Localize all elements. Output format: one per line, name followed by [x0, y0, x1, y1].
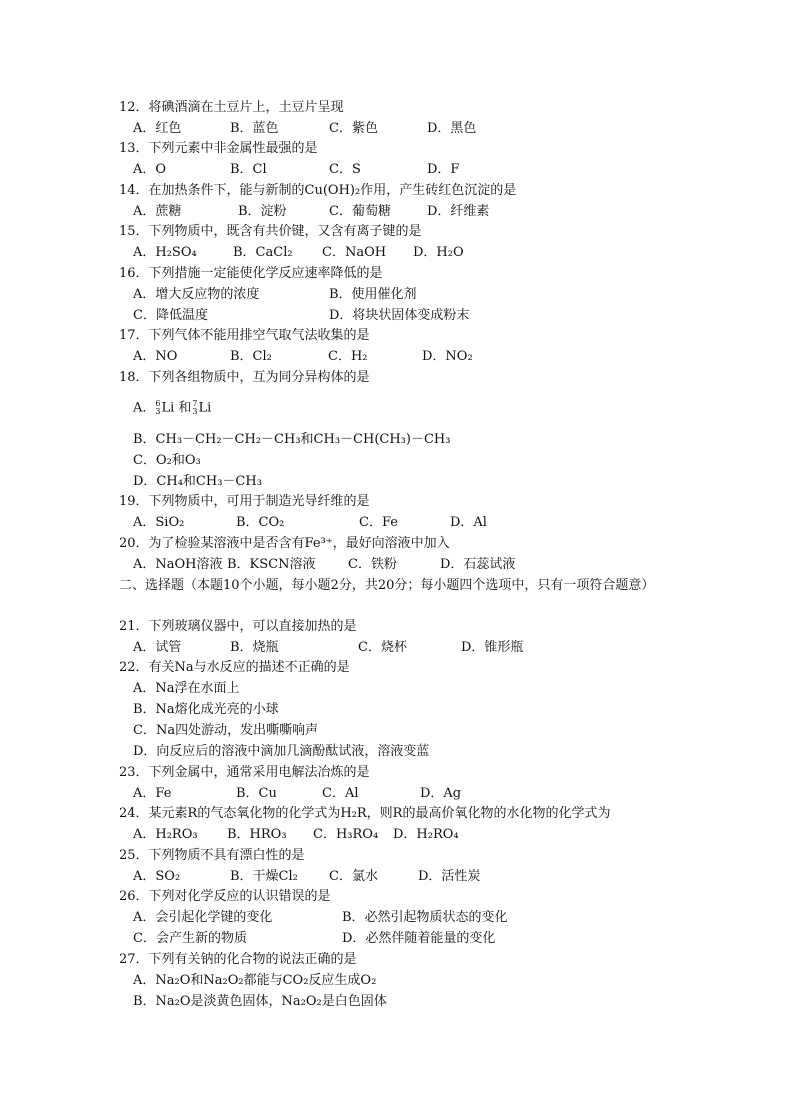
q21-option-d: D．锥形瓶 — [461, 640, 524, 655]
li7-mass-number: 7 — [192, 399, 198, 408]
q25-option-b: B．干燥Cl₂ — [230, 869, 298, 884]
q26-option-d: D．必然伴随着能量的变化 — [342, 931, 496, 946]
li6-symbol-and: Li 和 — [161, 400, 192, 416]
q22-option-b: B．Na熔化成光亮的小球 — [133, 702, 279, 717]
q22-option-a: A．Na浮在水面上 — [133, 681, 240, 696]
q25-option-d: D．活性炭 — [418, 869, 481, 884]
q14-option-a: A．蔗糖 — [133, 204, 182, 219]
q19-option-d: D．Al — [450, 515, 487, 530]
q12-option-a: A．红色 — [133, 121, 182, 136]
q16-option-c: C．降低温度 — [133, 308, 208, 323]
isotope-li7-nuclide — [192, 400, 197, 416]
q23-option-b: B．Cu — [236, 786, 277, 801]
q20-option-a: A．NaOH溶液 — [133, 557, 223, 572]
q23-option-a: A．Fe — [133, 786, 172, 801]
q25-option-c: C．氯水 — [329, 869, 378, 884]
question-12-stem: 12．将碘酒滴在土豆片上，土豆片呈现 — [119, 100, 344, 115]
question-13-stem: 13．下列元素中非金属性最强的是 — [119, 141, 318, 156]
q27-option-a: A．Na₂O和Na₂O₂都能与CO₂反应生成O₂ — [133, 973, 377, 988]
q13-option-d: D．F — [427, 162, 460, 177]
question-23-stem: 23．下列金属中，通常采用电解法冶炼的是 — [119, 765, 370, 780]
q20-option-d: D．石蕊试液 — [440, 557, 516, 572]
q21-option-b: B．烧瓶 — [230, 640, 279, 655]
q24-option-c: C．H₃RO₄ — [313, 827, 379, 842]
q26-option-b: B．必然引起物质状态的变化 — [342, 910, 508, 925]
q23-option-d: D．Ag — [420, 786, 462, 801]
q23-option-c: C．Al — [322, 786, 359, 801]
q19-option-b: B．CO₂ — [236, 515, 285, 530]
q21-option-c: C．烧杯 — [358, 640, 407, 655]
q18-option-c: C．O₂和O₃ — [133, 453, 201, 468]
q13-option-a: A．O — [133, 162, 167, 177]
q18-option-d: D．CH₄和CH₃－CH₃ — [133, 474, 262, 489]
q13-option-c: C．S — [329, 162, 361, 177]
question-16-stem: 16．下列措施一定能使化学反应速率降低的是 — [119, 266, 383, 281]
q22-option-c: C．Na四处游动，发出嘶嘶响声 — [133, 723, 319, 738]
q12-option-b: B．蓝色 — [230, 121, 279, 136]
question-18-stem: 18．下列各组物质中，互为同分异构体的是 — [119, 370, 370, 385]
q14-option-d: D．纤维素 — [427, 204, 490, 219]
question-26-stem: 26．下列对化学反应的认识错误的是 — [119, 889, 331, 904]
q25-option-a: A．SO₂ — [133, 869, 181, 884]
q16-option-a: A．增大反应物的浓度 — [133, 287, 260, 302]
question-19-stem: 19．下列物质中，可用于制造光导纤维的是 — [119, 494, 370, 509]
q22-option-d: D．向反应后的溶液中滴加几滴酚酞试液，溶液变蓝 — [133, 744, 430, 759]
question-22-stem: 22．有关Na与水反应的描述不正确的是 — [119, 660, 350, 675]
q24-option-b: B．HRO₃ — [227, 827, 287, 842]
q19-option-c: C．Fe — [359, 515, 398, 530]
q15-option-a: A．H₂SO₄ — [133, 245, 197, 260]
q18-option-a — [133, 400, 211, 417]
q24-option-a: A．H₂RO₃ — [133, 827, 198, 842]
q17-option-c: C．H₂ — [328, 349, 368, 364]
q27-option-b: B．Na₂O是淡黄色固体，Na₂O₂是白色固体 — [133, 994, 387, 1009]
isotope-li6-nuclide — [155, 400, 160, 416]
q14-option-b: B．淀粉 — [238, 204, 287, 219]
question-27-stem: 27．下列有关钠的化合物的说法正确的是 — [119, 952, 357, 967]
q15-option-c: C．NaOH — [322, 245, 387, 260]
q20-option-b: B．KSCN溶液 — [227, 557, 316, 572]
question-15-stem: 15．下列物质中，既含有共价键，又含有离子键的是 — [119, 224, 422, 239]
q12-option-c: C．紫色 — [329, 121, 378, 136]
q18-option-a-label: A． — [133, 400, 156, 416]
q14-option-c: C．葡萄糖 — [329, 204, 391, 219]
li7-atomic-number: 3 — [192, 407, 198, 416]
q26-option-a: A．会引起化学键的变化 — [133, 910, 273, 925]
question-17-stem: 17．下列气体不能用排空气取气法收集的是 — [119, 328, 370, 343]
q12-option-d: D．黑色 — [427, 121, 477, 136]
q15-option-d: D．H₂O — [413, 245, 464, 260]
q21-option-a: A．试管 — [133, 640, 182, 655]
q17-option-a: A．NO — [133, 349, 178, 364]
question-20-stem: 20．为了检验某溶液中是否含有Fe³⁺，最好向溶液中加入 — [119, 536, 450, 551]
question-24-stem: 24．某元素R的气态氧化物的化学式为H₂R，则R的最高价氧化物的水化物的化学式为 — [119, 806, 611, 821]
q20-option-c: C．铁粉 — [348, 557, 397, 572]
li6-atomic-number: 3 — [155, 407, 161, 416]
q19-option-a: A．SiO₂ — [133, 515, 185, 530]
q26-option-c: C．会产生新的物质 — [133, 931, 247, 946]
question-14-stem: 14．在加热条件下，能与新制的Cu(OH)₂作用，产生砖红色沉淀的是 — [119, 183, 517, 198]
q17-option-d: D．NO₂ — [422, 349, 473, 364]
q16-option-d: D．将块状固体变成粉末 — [329, 308, 470, 323]
q15-option-b: B．CaCl₂ — [233, 245, 293, 260]
q24-option-d: D．H₂RO₄ — [393, 827, 459, 842]
q16-option-b: B．使用催化剂 — [329, 287, 417, 302]
li6-mass-number: 6 — [155, 399, 161, 408]
question-25-stem: 25．下列物质不具有漂白性的是 — [119, 848, 305, 863]
question-21-stem: 21．下列玻璃仪器中，可以直接加热的是 — [119, 619, 357, 634]
li7-symbol: Li — [198, 400, 212, 416]
section-2-heading: 二、选择题（本题10个小题，每小题2分，共20分；每小题四个选项中，只有一项符合题意） — [119, 578, 655, 593]
q13-option-b: B．Cl — [230, 162, 267, 177]
q17-option-b: B．Cl₂ — [230, 349, 272, 364]
q18-option-b: B．CH₃－CH₂－CH₂－CH₃和CH₃－CH(CH₃)－CH₃ — [133, 432, 451, 447]
